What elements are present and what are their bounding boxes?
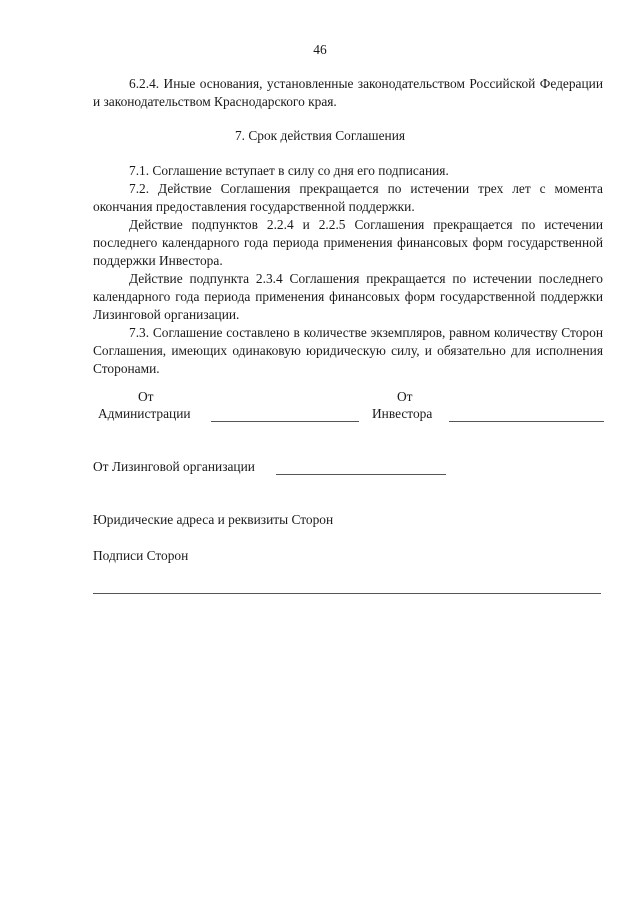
investor-label: Инвестора [372, 406, 433, 421]
admin-from-label: От [138, 389, 154, 404]
section-7-heading: 7. Срок действия Соглашения [234, 128, 406, 143]
admin-label: Администрации [98, 406, 191, 421]
investor-from-label: От [397, 389, 413, 404]
investor-signature-line [449, 421, 604, 422]
clause-7-3: 7.3. Соглашение составлено в количестве экземпляров, равном количеству Сторон Соглашения, имеющих одинаковую юридическую силу, и обязательно для исполнения Сторонами. [93, 325, 603, 376]
clause-6-2-4 [93, 75, 603, 111]
clause-7-1: 7.1. Соглашение вступает в силу со дня его подписания. [129, 163, 449, 178]
clause-7-2-sub2: Действие подпункта 2.3.4 Соглашения прекращается по истечении последнего календарного года периода применения финансовых форм государственной поддержки Лизинговой организации. [93, 271, 603, 322]
party-signatures-label: Подписи Сторон [93, 548, 189, 563]
leasing-signature-line [276, 474, 446, 475]
clause-7-2-sub1: Действие подпунктов 2.2.4 и 2.2.5 Соглашения прекращается по истечении последнего календарного года периода применения финансовых форм государственной поддержки Инвестора. [93, 217, 603, 268]
admin-signature-line [211, 421, 359, 422]
page-number: 46 [313, 42, 327, 57]
legal-addresses-label: Юридические адреса и реквизиты Сторон [93, 512, 334, 527]
leasing-label: От Лизинговой организации [93, 459, 255, 474]
section-7-body [93, 162, 603, 378]
clause-6-2-4-text: 6.2.4. Иные основания, установленные законодательством Российской Федерации и законодательством Краснодарского края. [93, 76, 603, 109]
bottom-signature-line [93, 593, 601, 594]
clause-7-2: 7.2. Действие Соглашения прекращается по истечении трех лет с момента окончания предоставления государственной поддержки. [93, 181, 603, 214]
